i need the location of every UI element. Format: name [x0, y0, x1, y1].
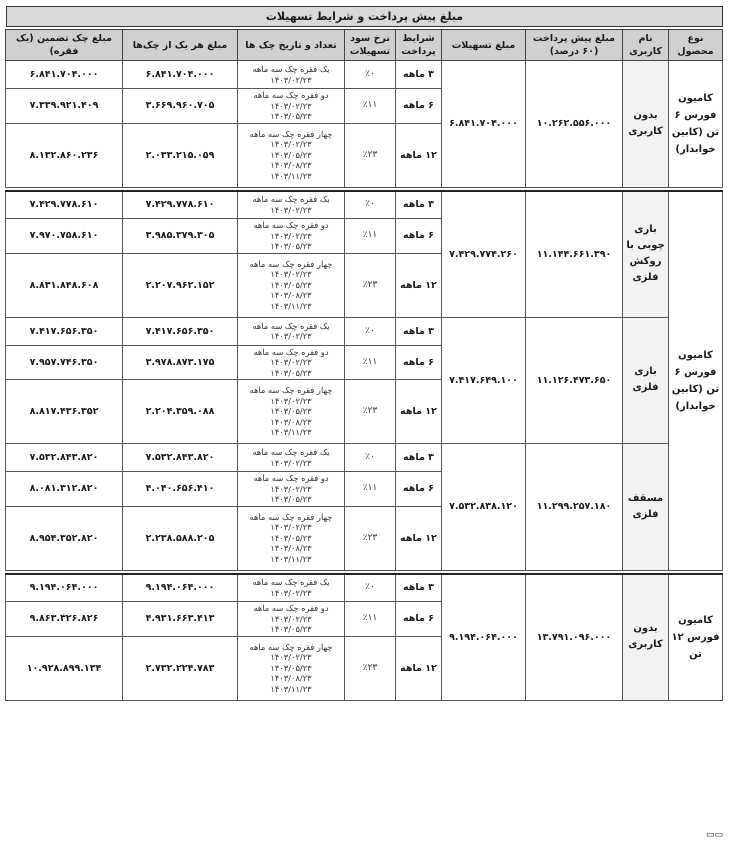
usage-cell: بدون کاربری: [623, 61, 669, 188]
cheque-line: ۱۴۰۳/۰۵/۲۳: [270, 149, 312, 160]
cheque-line: یک فقره چک سه ماهه: [252, 447, 330, 457]
header-terms: شرایط پرداخت: [396, 30, 442, 61]
rate-cell: ٪۲۳: [345, 123, 396, 187]
cheque-each-cell: ۷.۵۳۲.۸۴۳.۸۲۰: [123, 444, 238, 472]
cheque-line: ۱۴۰۳/۰۲/۲۳: [270, 269, 312, 280]
cheque-line: چهار فقره چک سه ماهه: [249, 128, 333, 139]
guarantee-cell: ۷.۹۵۷.۷۴۶.۳۵۰: [6, 345, 123, 380]
guarantee-cell: ۹.۸۶۳.۳۲۶.۸۲۶: [6, 602, 123, 637]
header-rate: نرخ سود تسهیلات: [345, 30, 396, 61]
term-cell: ۶ ماهه: [396, 472, 442, 507]
cheque-line: ۱۴۰۳/۰۲/۲۳: [270, 483, 312, 494]
term-cell: ۶ ماهه: [396, 89, 442, 124]
cheque-each-cell: ۲.۲۳۸.۵۸۸.۲۰۵: [123, 506, 238, 570]
cheque-line: ۱۴۰۳/۰۸/۲۳: [270, 543, 312, 554]
rate-cell: ٪۲۳: [345, 253, 396, 317]
rate-cell: ٪۰: [345, 61, 396, 89]
table-row: [6, 61, 723, 89]
loan-cell: ۷.۴۱۷.۶۴۹.۱۰۰: [442, 317, 526, 444]
header-usage: نام کاربری: [623, 30, 669, 61]
cheque-each-cell: ۲.۷۳۲.۲۲۴.۷۸۳: [123, 636, 238, 700]
prepay-cell: ۱۳.۷۹۱.۰۹۶.۰۰۰: [526, 574, 623, 701]
usage-cell: باری فلزی: [623, 317, 669, 444]
rate-cell: ٪۱۱: [345, 345, 396, 380]
term-cell: ۳ ماهه: [396, 61, 442, 89]
cheque-line: ۱۴۰۳/۱۱/۲۳: [270, 683, 312, 694]
loan-cell: ۷.۵۳۲.۸۳۸.۱۲۰: [442, 444, 526, 571]
financing-table: [5, 29, 723, 701]
rate-cell: ٪۱۱: [345, 602, 396, 637]
guarantee-cell: ۷.۴۲۹.۷۷۸.۶۱۰: [6, 191, 123, 219]
cheque-line: دو فقره چک سه ماهه: [253, 473, 329, 483]
loan-cell: ۹.۱۹۴.۰۶۴.۰۰۰: [442, 574, 526, 701]
prepay-cell: ۱۱.۱۴۴.۶۶۱.۳۹۰: [526, 191, 623, 318]
header-guarantee: مبلغ چک تضمین (یک فقره): [6, 30, 123, 61]
rate-cell: ٪۲۳: [345, 380, 396, 444]
cheque-line: ۱۴۰۳/۰۲/۲۳: [270, 395, 312, 406]
cheque-line: ۱۴۰۳/۰۵/۲۳: [270, 241, 312, 251]
cheques-cell: [238, 472, 345, 507]
cheques-cell: [238, 380, 345, 444]
cheques-cell: [238, 444, 345, 472]
cheque-line: ۱۴۰۳/۰۵/۲۳: [270, 494, 312, 504]
guarantee-cell: ۶.۸۴۱.۷۰۴.۰۰۰: [6, 61, 123, 89]
cheque-line: یک فقره چک سه ماهه: [252, 320, 330, 331]
guarantee-cell: ۷.۹۷۰.۷۵۸.۶۱۰: [6, 219, 123, 254]
cheque-line: ۱۴۰۳/۱۱/۲۳: [270, 170, 312, 181]
usage-cell: باری چوبی با روکش فلزی: [623, 191, 669, 318]
cheque-line: ۱۴۰۳/۰۲/۲۳: [270, 457, 312, 468]
loan-cell: ۶.۸۴۱.۷۰۴.۰۰۰: [442, 61, 526, 188]
cheques-cell: [238, 253, 345, 317]
term-cell: ۳ ماهه: [396, 317, 442, 345]
guarantee-cell: ۸.۸۱۷.۴۳۶.۳۵۲: [6, 380, 123, 444]
cheques-cell: [238, 345, 345, 380]
table-row: [6, 574, 723, 602]
table-row: [6, 444, 723, 472]
cheque-line: ۱۴۰۳/۰۲/۲۳: [270, 230, 312, 241]
guarantee-cell: ۷.۴۱۷.۶۵۶.۳۵۰: [6, 317, 123, 345]
cheques-cell: [238, 191, 345, 219]
cheques-cell: [238, 574, 345, 602]
header-prepay: مبلغ پیش پرداخت (۶۰ درصد): [526, 30, 623, 61]
cheque-each-cell: ۲.۲۰۴.۳۵۹.۰۸۸: [123, 380, 238, 444]
cheques-cell: [238, 89, 345, 124]
table-body: [6, 61, 723, 701]
term-cell: ۱۲ ماهه: [396, 253, 442, 317]
term-cell: ۶ ماهه: [396, 345, 442, 380]
cheque-each-cell: ۷.۴۱۷.۶۵۶.۳۵۰: [123, 317, 238, 345]
cheque-each-cell: ۴.۰۴۰.۶۵۶.۴۱۰: [123, 472, 238, 507]
cheques-cell: [238, 61, 345, 89]
logo-mark: ▭▭: [705, 830, 723, 840]
term-cell: ۳ ماهه: [396, 191, 442, 219]
cheques-cell: [238, 123, 345, 187]
cheque-line: ۱۴۰۳/۱۱/۲۳: [270, 553, 312, 564]
cheque-line: ۱۴۰۳/۱۱/۲۳: [270, 300, 312, 311]
loan-cell: ۷.۴۲۹.۷۷۴.۲۶۰: [442, 191, 526, 318]
guarantee-cell: ۸.۸۳۱.۸۴۸.۶۰۸: [6, 253, 123, 317]
guarantee-cell: ۸.۱۳۲.۸۶۰.۲۳۶: [6, 123, 123, 187]
cheques-cell: [238, 219, 345, 254]
rate-cell: ٪۱۱: [345, 89, 396, 124]
cheque-line: ۱۴۰۳/۰۲/۲۳: [270, 587, 312, 598]
rate-cell: ٪۰: [345, 574, 396, 602]
cheque-line: ۱۴۰۳/۰۵/۲۳: [270, 111, 312, 121]
cheques-cell: [238, 636, 345, 700]
cheque-line: ۱۴۰۳/۰۲/۲۳: [270, 100, 312, 111]
cheque-each-cell: ۶.۸۴۱.۷۰۴.۰۰۰: [123, 61, 238, 89]
cheque-line: ۱۴۰۳/۰۵/۲۳: [270, 662, 312, 673]
cheque-each-cell: ۴.۹۳۱.۶۶۳.۴۱۳: [123, 602, 238, 637]
rate-cell: ٪۱۱: [345, 472, 396, 507]
guarantee-cell: ۷.۵۳۲.۸۴۳.۸۲۰: [6, 444, 123, 472]
document: [6, 6, 723, 840]
rate-cell: ٪۲۳: [345, 506, 396, 570]
term-cell: ۳ ماهه: [396, 444, 442, 472]
cheque-line: ۱۴۰۳/۰۸/۲۳: [270, 416, 312, 427]
cheque-line: ۱۴۰۳/۰۲/۲۳: [270, 74, 312, 85]
term-cell: ۶ ماهه: [396, 219, 442, 254]
cheques-cell: [238, 506, 345, 570]
cheque-line: ۱۴۰۳/۰۲/۲۳: [270, 204, 312, 215]
cheque-each-cell: ۹.۱۹۴.۰۶۴.۰۰۰: [123, 574, 238, 602]
rate-cell: ٪۰: [345, 191, 396, 219]
term-cell: ۱۲ ماهه: [396, 506, 442, 570]
cheque-each-cell: ۲.۰۳۳.۲۱۵.۰۵۹: [123, 123, 238, 187]
cheque-line: یک فقره چک سه ماهه: [252, 577, 330, 588]
cheques-cell: [238, 317, 345, 345]
cheque-line: ۱۴۰۳/۰۵/۲۳: [270, 532, 312, 543]
cheque-line: دو فقره چک سه ماهه: [253, 603, 329, 613]
guarantee-cell: ۱۰.۹۲۸.۸۹۹.۱۳۴: [6, 636, 123, 700]
cheque-line: ۱۴۰۳/۰۲/۲۳: [270, 652, 312, 663]
term-cell: ۱۲ ماهه: [396, 380, 442, 444]
rate-cell: ٪۲۳: [345, 636, 396, 700]
cheque-each-cell: ۳.۶۶۹.۹۶۰.۷۰۵: [123, 89, 238, 124]
product-type-cell: کامیون فورس ۱۲ تن: [669, 574, 723, 701]
cheque-line: یک فقره چک سه ماهه: [252, 194, 330, 205]
cheque-line: چهار فقره چک سه ماهه: [249, 511, 333, 522]
cheque-line: ۱۴۰۳/۰۵/۲۳: [270, 624, 312, 634]
product-type-cell: کامیون فورس ۶ تن (کابین خوابدار): [669, 191, 723, 571]
cheque-line: ۱۴۰۳/۰۸/۲۳: [270, 290, 312, 301]
header-row: [6, 30, 723, 61]
guarantee-cell: ۷.۳۳۹.۹۲۱.۴۰۹: [6, 89, 123, 124]
cheque-each-cell: ۳.۹۸۵.۳۷۹.۳۰۵: [123, 219, 238, 254]
usage-cell: مسقف فلزی: [623, 444, 669, 571]
cheque-line: دو فقره چک سه ماهه: [253, 346, 329, 357]
cheque-line: چهار فقره چک سه ماهه: [249, 641, 333, 652]
cheque-line: دو فقره چک سه ماهه: [253, 90, 329, 100]
cheque-line: چهار فقره چک سه ماهه: [249, 258, 333, 269]
cheque-line: دو فقره چک سه ماهه: [253, 220, 329, 230]
term-cell: ۱۲ ماهه: [396, 123, 442, 187]
term-cell: ۶ ماهه: [396, 602, 442, 637]
guarantee-cell: ۸.۰۸۱.۳۱۲.۸۲۰: [6, 472, 123, 507]
header-product-type: نوع محصول: [669, 30, 723, 61]
prepay-cell: ۱۱.۱۲۶.۴۷۳.۶۵۰: [526, 317, 623, 444]
table-row: [6, 191, 723, 219]
rate-cell: ٪۰: [345, 444, 396, 472]
usage-cell: بدون کاربری: [623, 574, 669, 701]
prepay-cell: ۱۰.۲۶۲.۵۵۶.۰۰۰: [526, 61, 623, 188]
cheque-line: ۱۴۰۳/۰۲/۲۳: [270, 331, 312, 341]
cheque-each-cell: ۷.۴۲۹.۷۷۸.۶۱۰: [123, 191, 238, 219]
cheque-line: ۱۴۰۳/۱۱/۲۳: [270, 427, 312, 438]
cheque-line: ۱۴۰۳/۰۲/۲۳: [270, 613, 312, 624]
prepay-cell: ۱۱.۲۹۹.۲۵۷.۱۸۰: [526, 444, 623, 571]
header-cheques: تعداد و تاریخ چک ها: [238, 30, 345, 61]
cheque-line: ۱۴۰۳/۰۸/۲۳: [270, 673, 312, 684]
guarantee-cell: ۹.۱۹۴.۰۶۴.۰۰۰: [6, 574, 123, 602]
rate-cell: ٪۱۱: [345, 219, 396, 254]
page-title: مبلغ پیش پرداخت و شرایط تسهیلات: [6, 6, 723, 27]
rate-cell: ٪۰: [345, 317, 396, 345]
cheque-each-cell: ۲.۲۰۷.۹۶۲.۱۵۲: [123, 253, 238, 317]
term-cell: ۳ ماهه: [396, 574, 442, 602]
cheques-cell: [238, 602, 345, 637]
cheque-line: چهار فقره چک سه ماهه: [249, 385, 333, 396]
cheque-line: ۱۴۰۳/۰۵/۲۳: [270, 406, 312, 417]
guarantee-cell: ۸.۹۵۴.۳۵۲.۸۲۰: [6, 506, 123, 570]
header-cheque-each: مبلغ هر یک از چک‌ها: [123, 30, 238, 61]
table-row: [6, 317, 723, 345]
header-loan: مبلغ تسهیلات: [442, 30, 526, 61]
product-type-cell: کامیون فورس ۶ تن (کابین خوابدار): [669, 61, 723, 188]
cheque-line: ۱۴۰۳/۰۵/۲۳: [270, 367, 312, 378]
cheque-line: ۱۴۰۳/۰۲/۲۳: [270, 357, 312, 367]
cheque-line: ۱۴۰۳/۰۲/۲۳: [270, 139, 312, 150]
cheque-line: ۱۴۰۳/۰۵/۲۳: [270, 279, 312, 290]
cheque-line: یک فقره چک سه ماهه: [252, 64, 330, 74]
term-cell: ۱۲ ماهه: [396, 636, 442, 700]
cheque-line: ۱۴۰۳/۰۲/۲۳: [270, 522, 312, 533]
cheque-each-cell: ۳.۹۷۸.۸۷۳.۱۷۵: [123, 345, 238, 380]
cheque-line: ۱۴۰۳/۰۸/۲۳: [270, 160, 312, 171]
